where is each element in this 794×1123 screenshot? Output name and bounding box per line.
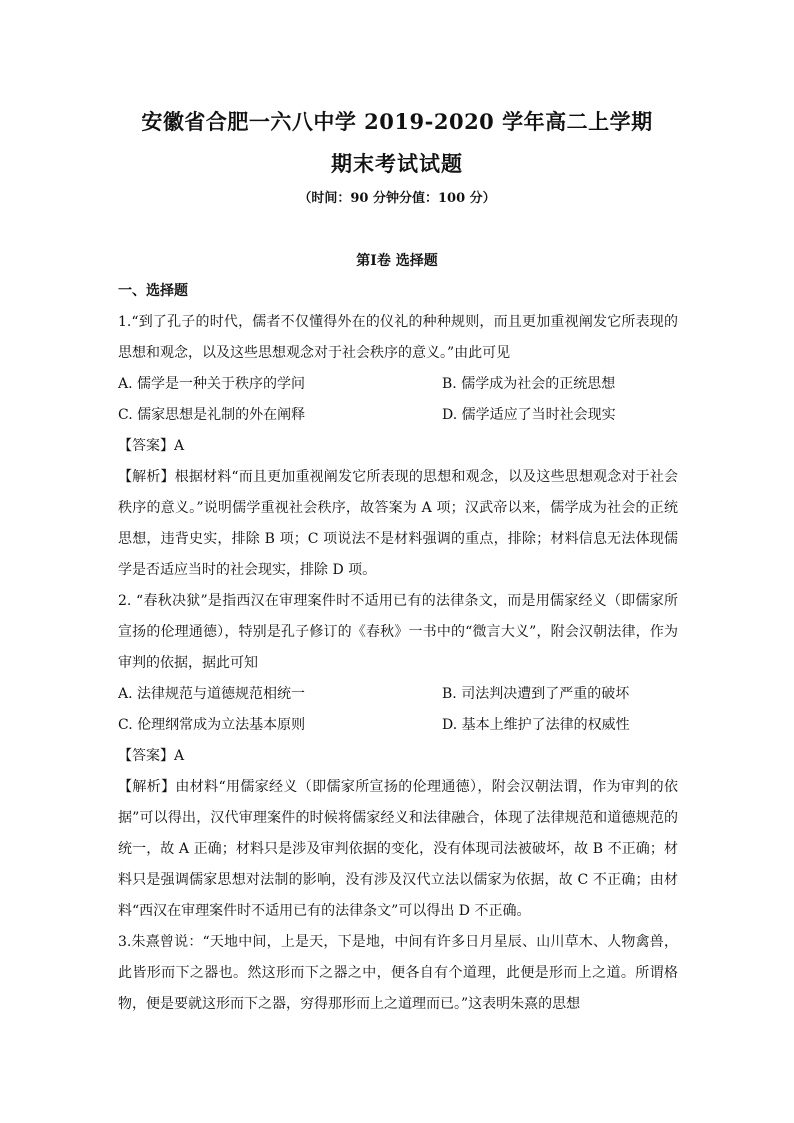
option-a: A. 儒学是一种关于秩序的学问 [118, 376, 306, 392]
question-stem: 3.朱熹曾说：“天地中间，上是天，下是地，中间有许多日月星辰、山川草木、人物禽兽，此皆形而下之器也。然这形而下之器之中，便各自有个道理，此便是形而上之道。所谓格物，便是要就这形而下之器，穷得那形而上之道理而已。”这表明朱熹的思想 [118, 934, 678, 1012]
option-b: B. 儒学成为社会的正统思想 [442, 376, 616, 392]
option-b: B. 司法判决遭到了严重的破坏 [442, 686, 630, 702]
exam-content [118, 276, 678, 1020]
question-stem: 1.“到了孔子的时代，儒者不仅懂得外在的仪礼的种种规则，而且更加重视阐发它所表现的思想和观念，以及这些思想观念对于社会秩序的意义。”由此可见 [118, 314, 678, 361]
section-title: 一、选择题 [118, 283, 188, 299]
part-title: 第Ⅰ卷 选择题 [356, 253, 438, 269]
option-row [118, 369, 678, 400]
question-2 [118, 586, 678, 927]
option-d: D. 基本上维护了法律的权威性 [442, 717, 630, 733]
exam-meta: （时间：90 分钟分值：100 分） [298, 191, 496, 206]
answer-line: 【答案】A [118, 748, 185, 764]
option-a: A. 法律规范与道德规范相统一 [118, 686, 306, 702]
option-c: C. 儒家思想是礼制的外在阐释 [118, 407, 306, 423]
answer-line: 【答案】A [118, 438, 185, 454]
question-1 [118, 307, 678, 586]
question-3 [118, 927, 678, 1020]
document-title: 安徽省合肥一六八中学 2019-2020 学年高二上学期 [141, 109, 653, 134]
question-stem: 2. “春秋决狱”是指西汉在审理案件时不适用已有的法律条文，而是用儒家经义（即儒家所宣扬的伦理通德），特别是孔子修订的《春秋》一书中的“微言大义”，附会汉朝法律，作为审判的依据，据此可知 [118, 593, 678, 671]
option-row [118, 710, 678, 741]
option-row [118, 400, 678, 431]
option-c: C. 伦理纲常成为立法基本原则 [118, 717, 306, 733]
document-subtitle: 期末考试试题 [331, 151, 463, 176]
analysis-paragraph: 【解析】由材料“用儒家经义（即儒家所宣扬的伦理通德），附会汉朝法谓，作为审判的依据”可以得出，汉代审理案件的时候将儒家经义和法律融合，体现了法律规范和道德规范的统一，故 A 正确；材料只是涉及审判依据的变化，没有体现司法被破坏，故 B 不正确；材料只是强调儒家思想对法制的影响，没有涉及汉代立法以儒家为依据，故 C 不正确；由材料“西汉在审理案件时不适用已有的法律条文”可以得出 D 不正确。 [118, 779, 678, 919]
option-row [118, 679, 678, 710]
analysis-paragraph: 【解析】根据材料“而且更加重视阐发它所表现的思想和观念，以及这些思想观念对于社会秩序的意义。”说明儒学重视社会秩序，故答案为 A 项；汉武帝以来，儒学成为社会的正统思想，违背史实，排除 B 项；C 项说法不是材料强调的重点，排除；材料信息无法体现儒学是否适应当时的社会现实，排除 D 项。 [118, 469, 678, 578]
option-d: D. 儒学适应了当时社会现实 [442, 407, 616, 423]
